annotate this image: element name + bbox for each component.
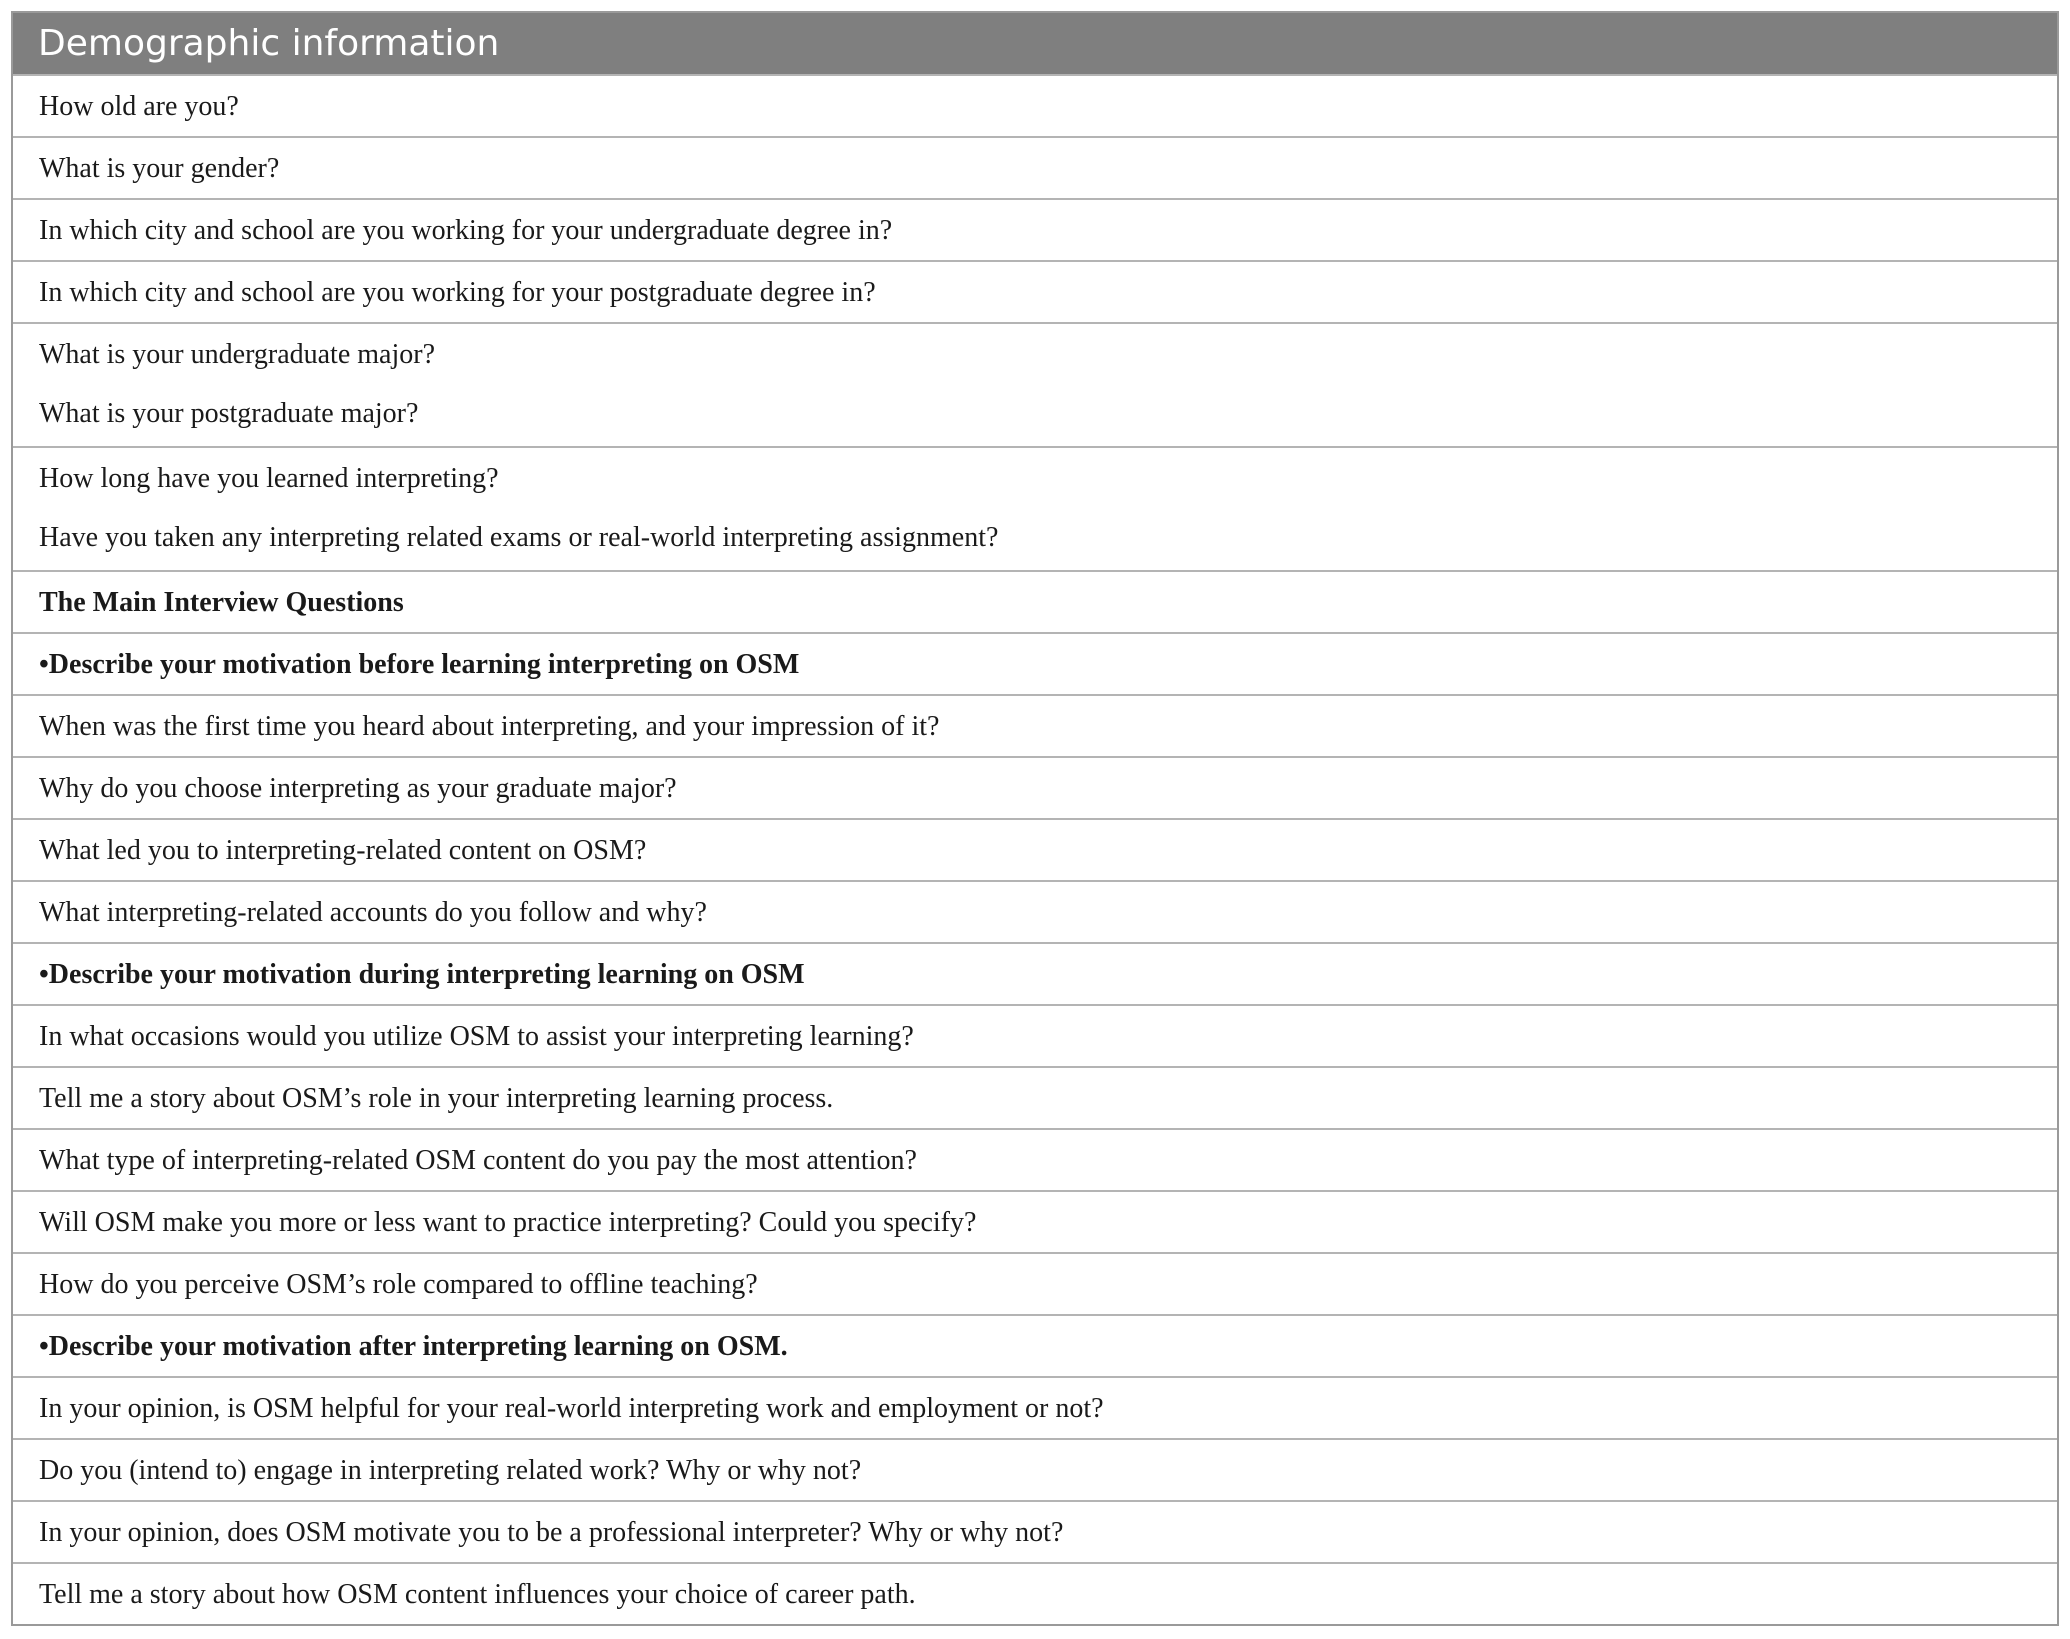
table-row [13,446,2057,570]
table-header: Demographic information [13,13,2057,74]
section-heading-row [13,632,2057,694]
table-row [13,818,2057,880]
question-text: How long have you learned interpreting? [39,463,499,494]
question-text: What interpreting-related accounts do you follow and why? [39,897,707,928]
question-text: Tell me a story about how OSM content influences your choice of career path. [39,1579,916,1610]
table-row [13,1500,2057,1562]
section-heading-text: •Describe your motivation before learning interpreting on OSM [39,649,800,680]
table-row [13,694,2057,756]
section-heading-text: •Describe your motivation after interpreting learning on OSM. [39,1331,788,1362]
table-row [13,1252,2057,1314]
question-text: In your opinion, is OSM helpful for your real-world interpreting work and employment or not? [39,1393,1104,1424]
question-text: Have you taken any interpreting related exams or real-world interpreting assignment? [39,522,999,553]
question-text: What led you to interpreting-related content on OSM? [39,835,647,866]
table-row [13,198,2057,260]
table-body [13,74,2057,1624]
question-text: What type of interpreting-related OSM content do you pay the most attention? [39,1145,917,1176]
question-text: When was the first time you heard about interpreting, and your impression of it? [39,711,940,742]
table-row [13,322,2057,446]
section-heading-row [13,942,2057,1004]
question-text: What is your gender? [39,153,280,184]
table-row [13,1438,2057,1500]
table-row [13,1128,2057,1190]
question-text: In which city and school are you working for your postgraduate degree in? [39,277,876,308]
question-text: Do you (intend to) engage in interpreting related work? Why or why not? [39,1455,862,1486]
question-text: What is your undergraduate major? [39,339,436,370]
table-row [13,260,2057,322]
question-text: In which city and school are you working for your undergraduate degree in? [39,215,893,246]
question-text: Why do you choose interpreting as your graduate major? [39,773,677,804]
interview-questions-table [11,11,2059,1626]
section-heading-text: •Describe your motivation during interpreting learning on OSM [39,959,805,990]
section-heading-row [13,570,2057,632]
table-row [13,880,2057,942]
question-text: Will OSM make you more or less want to practice interpreting? Could you specify? [39,1207,977,1238]
table-row [13,136,2057,198]
table-row [13,1562,2057,1624]
table-row [13,756,2057,818]
question-text: What is your postgraduate major? [39,398,419,429]
table-row [13,74,2057,136]
table-row [13,1190,2057,1252]
question-text: Tell me a story about OSM’s role in your interpreting learning process. [39,1083,834,1114]
table-row [13,1004,2057,1066]
question-text: In what occasions would you utilize OSM to assist your interpreting learning? [39,1021,914,1052]
section-heading-text: The Main Interview Questions [39,587,404,618]
question-text: In your opinion, does OSM motivate you to be a professional interpreter? Why or why not? [39,1517,1064,1548]
question-text: How do you perceive OSM’s role compared to offline teaching? [39,1269,758,1300]
section-heading-row [13,1314,2057,1376]
table-row [13,1376,2057,1438]
question-text: How old are you? [39,91,239,122]
table-row [13,1066,2057,1128]
